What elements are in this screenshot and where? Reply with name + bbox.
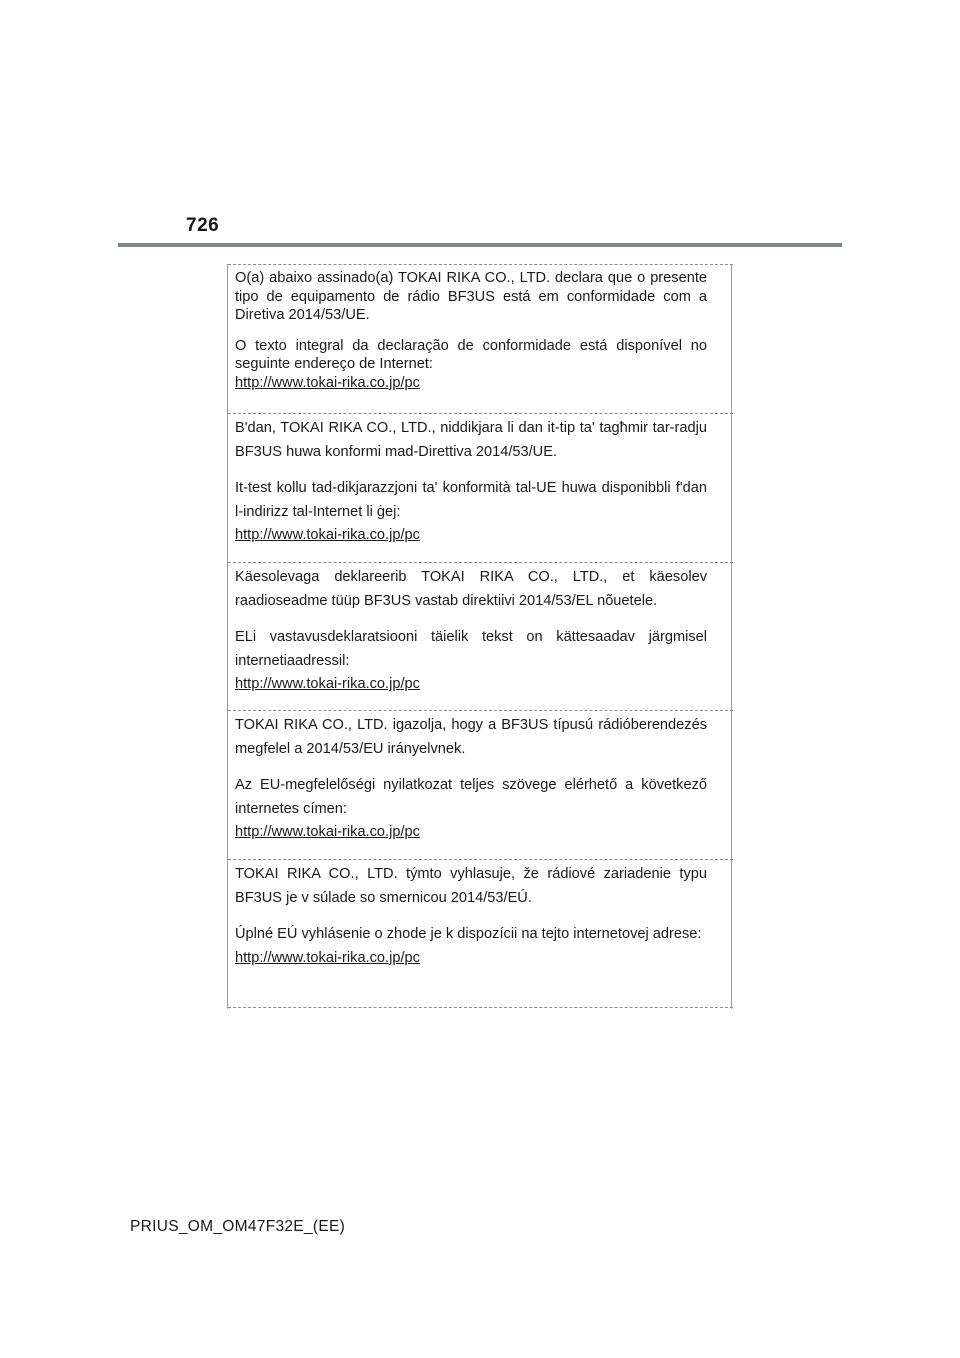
notice-declaration-text: Käesolevaga deklareerib TOKAI RIKA CO., LTD., et käesolev raadioseadme tüüp BF3US vastab direktiivi 2014/53/EL nõuetele. xyxy=(235,569,707,609)
notice-declaration-text: TOKAI RIKA CO., LTD. týmto vyhlasuje, že rádiové zariadenie typu BF3US je v súlade so smernicou 2014/53/EÚ. xyxy=(235,866,707,906)
notice-availability-text: O texto integral da declaração de conformidade está disponível no seguinte endereço de Internet: xyxy=(235,337,707,372)
notice-maltese xyxy=(228,413,733,562)
notice-hungarian xyxy=(228,710,733,859)
page-number: 726 xyxy=(186,215,220,236)
notice-availability-text: Úplné EÚ vyhlásenie o zhode je k dispozícii na tejto internetovej adrese: xyxy=(235,926,702,942)
notice-declaration-text: O(a) abaixo assinado(a) TOKAI RIKA CO., LTD. declara que o presente tipo de equipamento de rádio BF3US está em conformidade com a Diretiva 2014/53/UE. xyxy=(235,270,707,323)
notice-declaration-text: TOKAI RIKA CO., LTD. igazolja, hogy a BF3US típusú rádióberendezés megfelel a 2014/53/EU irányelvnek. xyxy=(235,717,707,757)
conformity-notice-box xyxy=(227,264,732,1009)
notice-slovak xyxy=(228,859,733,1008)
notice-url-link[interactable]: http://www.tokai-rika.co.jp/pc xyxy=(235,374,420,391)
notice-url-link[interactable]: http://www.tokai-rika.co.jp/pc xyxy=(235,676,420,692)
notice-availability-text: It-test kollu tad-dikjarazzjoni ta' konformità tal-UE huwa disponibbli f'dan l-indirizz tal-Internet li ġej: xyxy=(235,480,707,520)
notice-url-link[interactable]: http://www.tokai-rika.co.jp/pc xyxy=(235,824,420,840)
notice-availability-text: Az EU-megfelelőségi nyilatkozat teljes szövege elérhető a következő internetes címen: xyxy=(235,777,707,817)
notice-url-link[interactable]: http://www.tokai-rika.co.jp/pc xyxy=(235,949,420,966)
notice-declaration-text: B'dan, TOKAI RIKA CO., LTD., niddikjara li dan it-tip ta' tagħmir tar-radju BF3US huwa konformi mad-Direttiva 2014/53/UE. xyxy=(235,420,707,460)
document-code: PRIUS_OM_OM47F32E_(EE) xyxy=(130,1218,346,1235)
notice-url-link[interactable]: http://www.tokai-rika.co.jp/pc xyxy=(235,527,420,543)
notice-availability-text: ELi vastavusdeklaratsiooni täielik tekst on kättesaadav järgmisel internetiaadressil: xyxy=(235,629,707,669)
notice-estonian xyxy=(228,562,733,710)
notice-portuguese xyxy=(228,264,733,413)
header-rule xyxy=(118,243,842,247)
